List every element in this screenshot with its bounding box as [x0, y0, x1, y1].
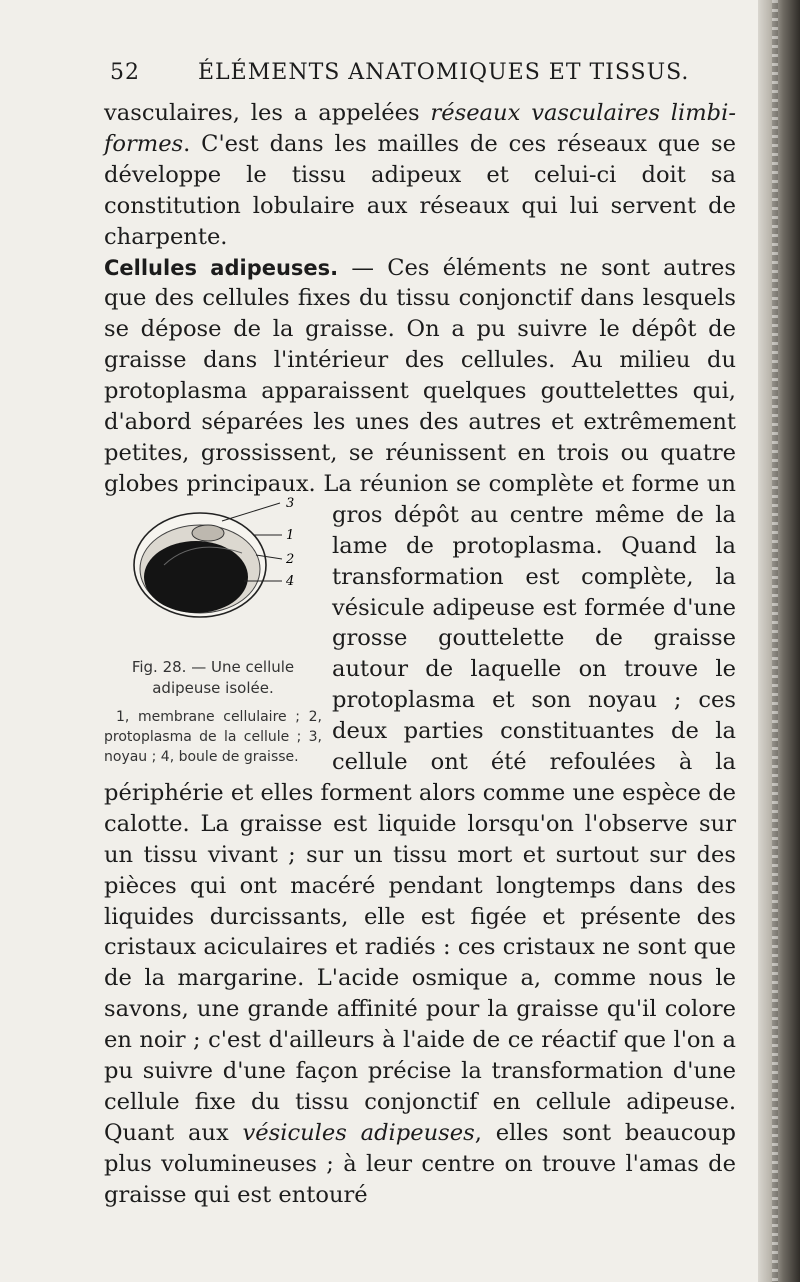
p1-text-a: vasculaires, les a appelées	[104, 100, 431, 126]
p1-text-b: . C'est dans les mailles de ces réseaux que se développe le tissu adipeux et celui-ci doit sa constitution lobulaire aux réseaux qui lui servent de charpente.	[104, 130, 736, 250]
label-2: 2	[286, 551, 295, 567]
p2-text-a: — Ces éléments ne sont autres que des cellules fixes du tissu conjonctif dans lesquels se dépose de la graisse. On a pu suivre le dépôt de graisse dans l'intérieur des cellules. Au milieu du protoplasma apparaissent quelques gouttelettes qui, d'abord séparées les unes des autres et extrêmement petites, grossissent, se réunissent en trois ou quatre globes prin	[104, 254, 736, 497]
section-heading: Cellules adipeuses.	[104, 255, 339, 280]
figure-caption: Fig. 28. — Une cellule adipeuse isolée.	[131, 657, 295, 697]
book-binding-edge	[758, 0, 800, 1282]
figure-legend: 1, membrane cellulaire ; 2, protoplasma de la cellule ; 3, noyau ; 4, boule de graisse.	[104, 708, 322, 765]
fat-globule	[144, 541, 248, 613]
paragraph-1	[104, 98, 736, 253]
label-4: 4	[286, 573, 295, 589]
page-number: 52	[110, 60, 140, 85]
p2-text-a-continued: cipaux. La réunion se complète et forme un gros dépôt au centre même de la lame de protoplasma. Quand la transformation est complète, la vésicule adipeuse est formée d'une grosse gouttelette de graisse autour de laquelle on trouve le protoplasma et son noyau ; ces deux parties constituantes de la cellule ont été refoulées à la périphérie et elles forment alors comme une espèce de calotte. La graisse est liquide lorsqu'on l'observe sur un tissu vivant ; sur un tissu mort et surtout sur des pièces qui ont macéré pendant longtemps dans des liquides durcissants, elle est figée et présente des cristaux aciculaires et radiés : ces cristaux ne sont que de la margarine. L'acide osmique a, comme nous le savons, une grande affinité pour la graisse qu'il colore en noir ; c'est d'ailleurs à l'aide de ce réactif que l'on a pu suivre d'une façon précise la transformation d'une cellule fixe du tissu conjonctif en cellule adipeuse. Quant aux	[104, 470, 736, 1146]
p2-term-vesicules: vésicules adipeuses	[242, 1119, 475, 1146]
cell-nucleus	[192, 525, 224, 541]
body-text	[104, 98, 736, 1211]
running-title: ÉLÉMENTS ANATOMIQUES ET TISSUS.	[198, 60, 690, 85]
label-1: 1	[286, 527, 295, 543]
label-3: 3	[286, 495, 295, 511]
p2-text-b: , elles sont beaucoup plus volumineuses ; à leur centre on trouve l'amas de graisse qui est entouré	[104, 1119, 736, 1208]
p1-term-reseaux: réseaux vasculaires limbi-formes	[104, 100, 737, 157]
paragraph-2	[104, 253, 736, 1211]
adipose-cell-illustration	[104, 473, 322, 653]
figure-28	[104, 473, 322, 767]
running-header	[110, 60, 710, 85]
